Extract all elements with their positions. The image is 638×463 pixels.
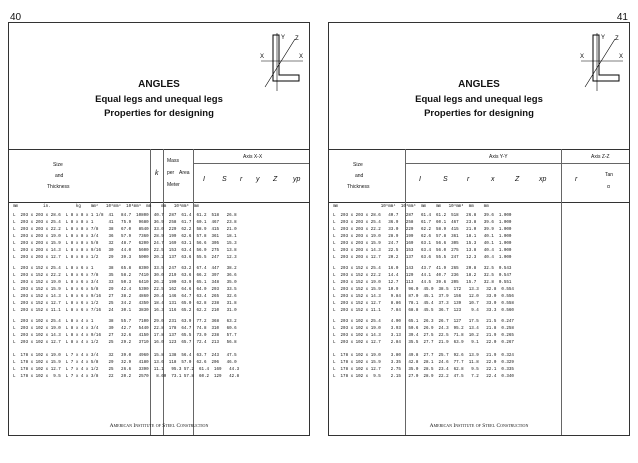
table-row: L 178 x 102 x 19.0 L 7 x 4 x 3/4 32 39.0 4960 15.8 138 56.4 63.7 243 47.5: [13, 354, 237, 358]
table-row: L 203 x 203 x 14.3 L 8 x 8 x 9/16 30 44.0 5600 22.5 153 63.4 56.0 275 13.8: [13, 249, 237, 253]
table-row: L 203 x 203 x 22.2 L 8 x 8 x 7/8 38 67.0 8540 33.0 229 62.2 58.9 415 21.0: [13, 228, 237, 232]
table-row: L 203 x 152 x 14.3 L 8 x 6 x 9/16 27 38.2 4860 20.4 146 64.7 63.4 265 32.6: [13, 295, 237, 299]
table-row: L 203 x 152 x 15.9 10.9 96.0 45.0 38.5 172 13.3 32.8 0.554: [333, 288, 514, 292]
left-group-2: [13, 266, 237, 315]
right-title: ANGLES: [458, 79, 500, 90]
table-row: L 203 x 152 x 15.9 L 8 x 6 x 5/8 29 42.4 5390 22.5 162 64.6 64.0 293 33.5: [13, 288, 237, 292]
hdr-yp: yp: [293, 176, 301, 183]
hdr-alpha: α: [607, 184, 610, 190]
table-row: L 203 x 152 x 12.7 8.86 78.1 45.4 37.3 139 10.7 33.0 0.558: [333, 302, 514, 306]
table-row: L 203 x 102 x 14.3 3.13 39.4 27.5 22.5 71.8 10.2 21.9 0.265: [333, 334, 514, 338]
table-row: L 203 x 102 x 19.0 L 8 x 4 x 3/4 30 42.7 5440 22.8 178 64.7 74.8 310 60.6: [13, 327, 237, 331]
right-group-2: [333, 266, 514, 315]
hdr-axis-xx: Axis X-X: [243, 154, 263, 160]
table-row: L 203 x 102 x 25.4 4.90 65.1 26.3 26.7 127 17.5 21.5 0.247: [333, 320, 514, 324]
svg-text:Y: Y: [601, 35, 606, 41]
table-row: L 178 x 102 x 19.0 3.80 49.8 27.7 25.7 92.6 13.9 21.9 0.324: [333, 354, 514, 358]
hdr-thickness: Thickness: [47, 184, 70, 190]
table-row: L 203 x 203 x 19.0 L 8 x 8 x 3/4 36 57.9 7360 28.9 199 62.6 57.8 361 18.1: [13, 235, 237, 239]
table-row: L 203 x 203 x 15.9 L 8 x 8 x 5/8 32 48.7 6200 24.7 169 63.1 56.6 305 15.3: [13, 242, 237, 246]
hdr-Z: Z: [273, 176, 278, 183]
left-group-4: [13, 353, 239, 381]
table-row: L 203 x 152 x 19.0 12.7 113 44.5 39.6 205 15.7 32.8 0.551: [333, 281, 512, 285]
hdr-and: and: [55, 173, 64, 179]
hdr-y: y: [256, 176, 260, 183]
svg-text:X: X: [299, 54, 304, 60]
right-units-row: mm 10⁶mm⁴ 10³mm³ mm mm 10³mm³ mm mm: [333, 205, 489, 209]
right-table-header: [329, 149, 629, 203]
svg-text:X: X: [260, 54, 265, 60]
table-row: L 178 x 102 x 9.5 L 7 x 4 x 3/8 22 20.2 2570 8.60 73.1 57.8 60.2 129 42.8: [13, 375, 240, 379]
table-row: L 203 x 203 x 25.4 36.9 258 61.7 60.1 467 23.8 39.6 1.000: [333, 221, 512, 225]
table-row: L 203 x 203 x 19.0 28.9 199 62.6 57.8 361 18.1 40.1 1.000: [333, 235, 512, 239]
svg-text:Z: Z: [615, 36, 619, 42]
table-row: L 203 x 203 x 12.7 20.2 137 63.6 55.5 247 12.3 40.4 1.000: [333, 256, 512, 260]
hdr-I: I: [419, 176, 421, 183]
table-row: L 203 x 152 x 11.1 L 8 x 6 x 7/16 24 30.1 3830 16.3 116 65.2 62.2 210 31.0: [13, 309, 237, 313]
right-group-3: [333, 319, 514, 347]
left-group-3: [13, 319, 237, 347]
right-subtitle2: Properties for designing: [424, 108, 534, 119]
left-table-header: [9, 149, 309, 203]
table-row: L 203 x 152 x 11.1 7.84 68.8 45.5 36.7 123 9.4 33.3 0.560: [333, 309, 514, 313]
hdr-tan: Tan: [605, 172, 614, 178]
table-row: L 203 x 152 x 14.3 9.84 87.0 45.1 37.9 156 12.0 33.0 0.556: [333, 295, 514, 299]
table-row: L 203 x 203 x 28.6 40.7 287 61.4 61.2 518 26.8 39.6 1.000: [333, 214, 512, 218]
table-row: L 203 x 203 x 12.7 L 8 x 8 x 1/2 29 39.3 5000 20.2 137 63.6 55.5 247 12.3: [13, 256, 237, 260]
left-units-row: mm in. kg mm² 10⁶mm⁴ 10³mm³ mm mm 10³mm³ mm: [13, 205, 199, 209]
hdr-S: S: [443, 176, 448, 183]
right-page-number: 41: [616, 12, 628, 23]
hdr-mass: Mass: [167, 158, 179, 164]
hdr-Z: Z: [515, 176, 520, 183]
hdr-and: and: [355, 173, 364, 179]
right-footer: American Institute of Steel Construction: [429, 423, 529, 429]
svg-text:Z: Z: [295, 36, 299, 42]
right-page: [328, 22, 630, 436]
hdr-rz: r: [575, 176, 578, 183]
table-row: L 203 x 152 x 25.4 16.0 143 43.7 41.9 265 20.8 32.5 0.543: [333, 267, 512, 271]
table-row: L 203 x 102 x 12.7 2.84 35.5 27.7 21.9 63.9 9.1 22.0 0.267: [333, 341, 514, 345]
left-footer: American Institute of Steel Construction: [109, 423, 209, 429]
table-row: L 203 x 152 x 25.4 L 8 x 6 x 1 38 65.8 8390 33.5 247 63.2 67.4 447 38.2: [13, 267, 237, 271]
left-title: ANGLES: [138, 79, 180, 90]
table-row: L 178 x 102 x 12.7 L 7 x 4 x 1/2 25 26.6 3390 11.1 95.3 57.2 61.4 169 44.3: [13, 368, 240, 372]
right-group-1: [333, 213, 511, 262]
left-subtitle: Equal legs and unequal legs: [95, 94, 223, 105]
hdr-per: per: [167, 170, 175, 176]
hdr-I: I: [203, 176, 205, 183]
hdr-xp: xp: [539, 176, 547, 183]
table-row: L 203 x 102 x 12.7 L 8 x 4 x 1/2 25 29.2 3710 16.0 123 65.7 72.4 213 56.8: [13, 341, 237, 345]
hdr-size: Size: [53, 162, 63, 168]
table-row: L 178 x 102 x 15.9 3.35 42.8 28.1 24.6 77.7 11.8 22.0 0.329: [333, 361, 514, 365]
svg-text:X: X: [580, 54, 585, 60]
hdr-r: r: [240, 176, 243, 183]
svg-text:X: X: [619, 54, 624, 60]
hdr-area: Area: [179, 170, 190, 176]
hdr-meter: Meter: [167, 182, 180, 188]
hdr-axis-zz: Axis Z-Z: [591, 154, 610, 160]
hdr-size: Size: [353, 162, 363, 168]
left-group-1: [13, 213, 237, 262]
table-row: L 203 x 152 x 22.2 L 8 x 6 x 7/8 35 58.2 7410 30.0 219 63.6 66.2 397 36.6: [13, 274, 237, 278]
table-row: L 203 x 152 x 19.0 L 8 x 6 x 3/4 33 50.3 6410 26.2 190 63.9 65.1 348 35.0: [13, 281, 237, 285]
left-page: [8, 22, 310, 436]
hdr-S: S: [222, 176, 227, 183]
svg-text:Y: Y: [281, 35, 286, 41]
hdr-thickness: Thickness: [347, 184, 370, 190]
table-row: L 203 x 152 x 22.2 14.4 129 44.1 40.7 236 18.2 32.5 0.547: [333, 274, 512, 278]
table-row: L 203 x 203 x 15.9 24.7 169 63.1 56.6 305 15.3 40.1 1.000: [333, 242, 512, 246]
hdr-x: x: [491, 176, 495, 183]
right-subtitle: Equal legs and unequal legs: [415, 94, 543, 105]
left-page-number: 40: [10, 12, 22, 23]
right-group-4: [333, 353, 514, 381]
left-subtitle2: Properties for designing: [104, 108, 214, 119]
table-row: L 178 x 102 x 9.5 2.15 27.0 28.9 22.2 47.5 7.2 22.4 0.340: [333, 375, 514, 379]
hdr-k: k: [155, 170, 159, 177]
table-row: L 203 x 152 x 12.7 L 8 x 6 x 1/2 25 34.2 4350 18.4 131 65.0 62.8 238 31.8: [13, 302, 237, 306]
table-row: L 203 x 203 x 22.2 33.0 229 62.2 58.9 415 21.0 39.9 1.000: [333, 228, 512, 232]
table-row: L 178 x 102 x 12.7 2.75 35.0 28.5 23.4 62.8 9.5 22.1 0.335: [333, 368, 514, 372]
table-row: L 203 x 203 x 25.4 L 8 x 8 x 1 41 75.9 9680 36.9 258 61.7 60.1 467 23.8: [13, 221, 237, 225]
table-row: L 203 x 203 x 28.6 L 8 x 8 x 1 1/8 41 84.7 10800 40.7 287 61.4 61.2 518 26.8: [13, 214, 237, 218]
hdr-axis-yy: Axis Y-Y: [489, 154, 508, 160]
table-row: L 178 x 102 x 15.9 L 7 x 4 x 5/8 29 32.9 4180 13.6 118 57.0 62.6 206 46.0: [13, 361, 237, 365]
table-row: L 203 x 102 x 25.4 L 8 x 4 x 1 38 55.7 7100 29.0 231 63.9 77.2 368 63.2: [13, 320, 237, 324]
hdr-r: r: [467, 176, 470, 183]
table-row: L 203 x 102 x 19.0 3.93 50.6 26.9 24.3 95.2 13.4 21.8 0.258: [333, 327, 514, 331]
table-row: L 203 x 102 x 14.3 L 8 x 4 x 9/16 27 32.6 4150 17.8 137 65.5 73.0 238 57.7: [13, 334, 237, 338]
table-row: L 203 x 203 x 14.3 22.5 153 63.4 56.0 275 13.8 40.4 1.000: [333, 249, 512, 253]
